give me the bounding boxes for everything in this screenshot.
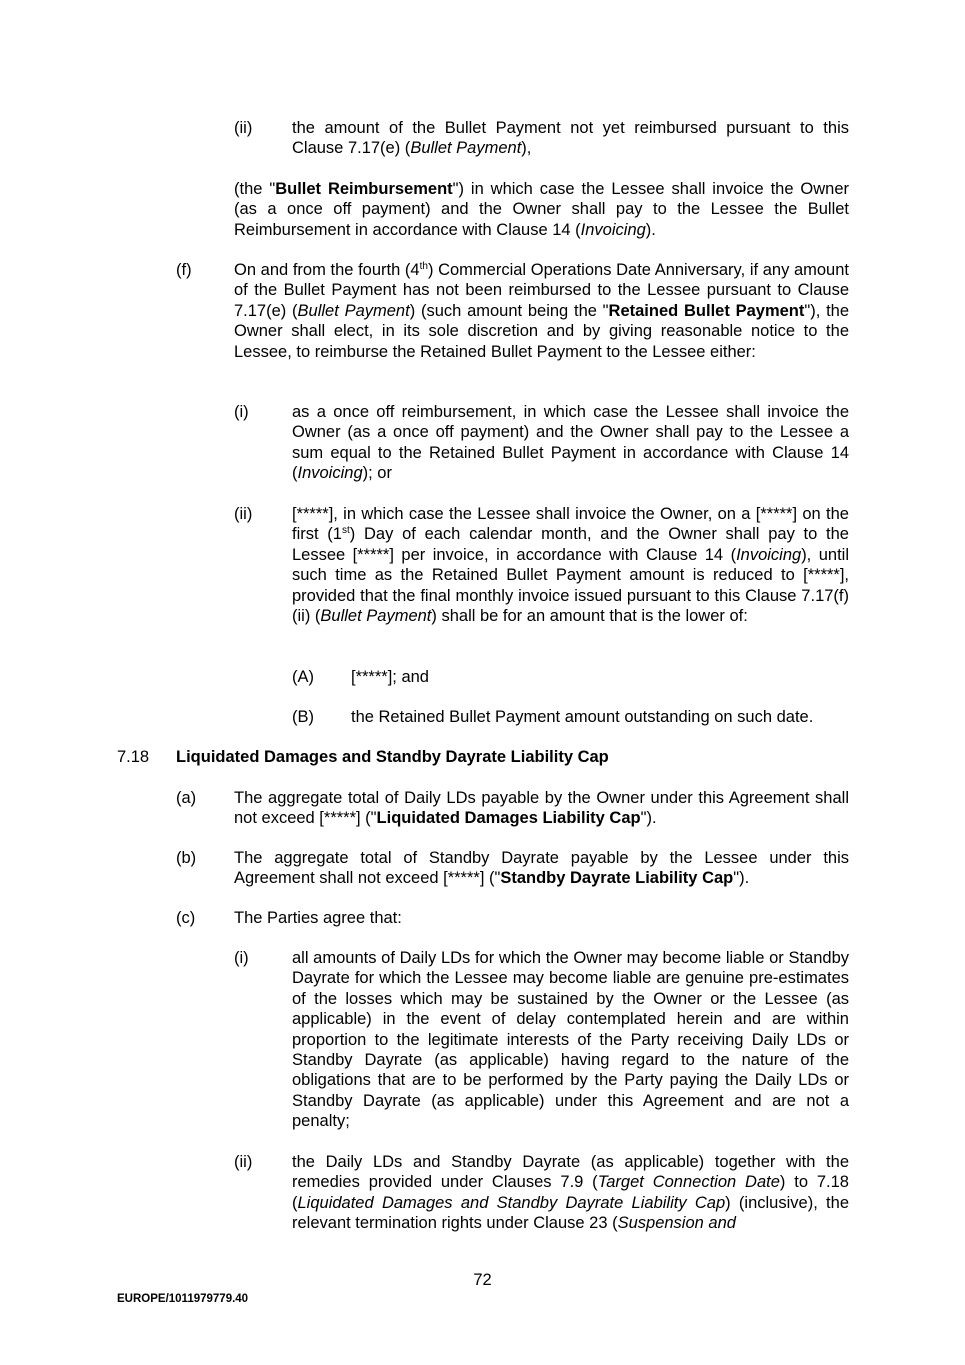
document-reference: EUROPE/1011979779.40 [117,1293,249,1305]
clause-c-text: The Parties agree that: [234,909,402,927]
clause-c-i-text: all amounts of Daily LDs for which the Owner may become liable or Standby Dayrate for which the Lessee may become liable are genuine pre-estimates of the losses which may be sustained by the Owner or the Lessee (as applicable) in the event of delay contemplated herein and are within proportion to the legitimate interests of the Party receiving Daily LDs or Standby Dayrate (as applicable) having regard to the nature of the obligations that are to be performed by the Party paying the Daily LDs or Standby Dayrate (as applicable) under this Agreement and are not a penalty; [292,949,849,1131]
clause-label: (B) [292,708,314,726]
clause-label: (c) [176,909,196,927]
bullet-reimbursement-text: (the "Bullet Reimbursement") in which case the Lessee shall invoice the Owner (as a once off payment) and the Owner shall pay to the Lessee the Bullet Reimbursement in accordance with Clause 14 (Invoicing). [234,180,850,239]
clause-label: (b) [176,849,197,867]
page-number: 72 [473,1271,492,1289]
clause-e-ii-text: the amount of the Bullet Payment not yet reimbursed pursuant to this Clause 7.17(e) (Bullet Payment), [292,119,849,158]
clause-label: (ii) [234,119,253,137]
clause-label: (i) [234,949,249,967]
clause-f-text: On and from the fourth (4th) Commercial Operations Date Anniversary, if any amount of the Bullet Payment has not been reimbursed to the Lessee pursuant to Clause 7.17(e) (Bullet Payment) (such amount being the "Retained Bullet Payment"), the Owner shall elect, in its sole discretion and by giving reasonable notice to the Lessee, to reimburse the Retained Bullet Payment to the Lessee either: [234,261,850,361]
clause-label: (ii) [234,505,253,523]
clause-c-ii-text: the Daily LDs and Standby Dayrate (as applicable) together with the remedies provided under Clauses 7.9 (Target Connection Date) to 7.18 (Liquidated Damages and Standby Dayrate Liability Cap) (inclusive), the relevant termination rights under Clause 23 (Suspension and [292,1153,849,1233]
clause-b-text: The aggregate total of Standby Dayrate payable by the Lessee under this Agreement shall not exceed [*****] ("Standby Dayrate Liability Cap"). [234,849,849,888]
clause-label: (A) [292,668,314,686]
section-number: 7.18 [117,748,150,766]
section-heading: Liquidated Damages and Standby Dayrate Liability Cap [176,748,609,766]
clause-f-ii-a-text: [*****]; and [351,668,429,686]
clause-f-ii-b-text: the Retained Bullet Payment amount outstanding on such date. [351,708,814,726]
clause-label: (i) [234,403,249,421]
clause-f-ii-text: [*****], in which case the Lessee shall invoice the Owner, on a [*****] on the first (1st) Day of each calendar month, and the Owner shall pay to the Lessee [*****] per invoice, in accordance with Clause 14 (Invoicing), until such time as the Retained Bullet Payment amount is reduced to [*****], provided that the final monthly invoice issued pursuant to this Clause 7.17(f)(ii) (Bullet Payment) shall be for an amount that is the lower of: [292,505,849,626]
clause-label: (a) [176,789,197,807]
clause-f-i-text: as a once off reimbursement, in which case the Lessee shall invoice the Owner (as a once off payment) and the Owner shall pay to the Lessee a sum equal to the Retained Bullet Payment in accordance with Clause 14 (Invoicing); or [292,403,849,483]
clause-label: (f) [176,261,192,279]
clause-label: (ii) [234,1153,253,1171]
clause-a-text: The aggregate total of Daily LDs payable by the Owner under this Agreement shall not exceed [*****] ("Liquidated Damages Liability Cap"). [234,789,849,828]
